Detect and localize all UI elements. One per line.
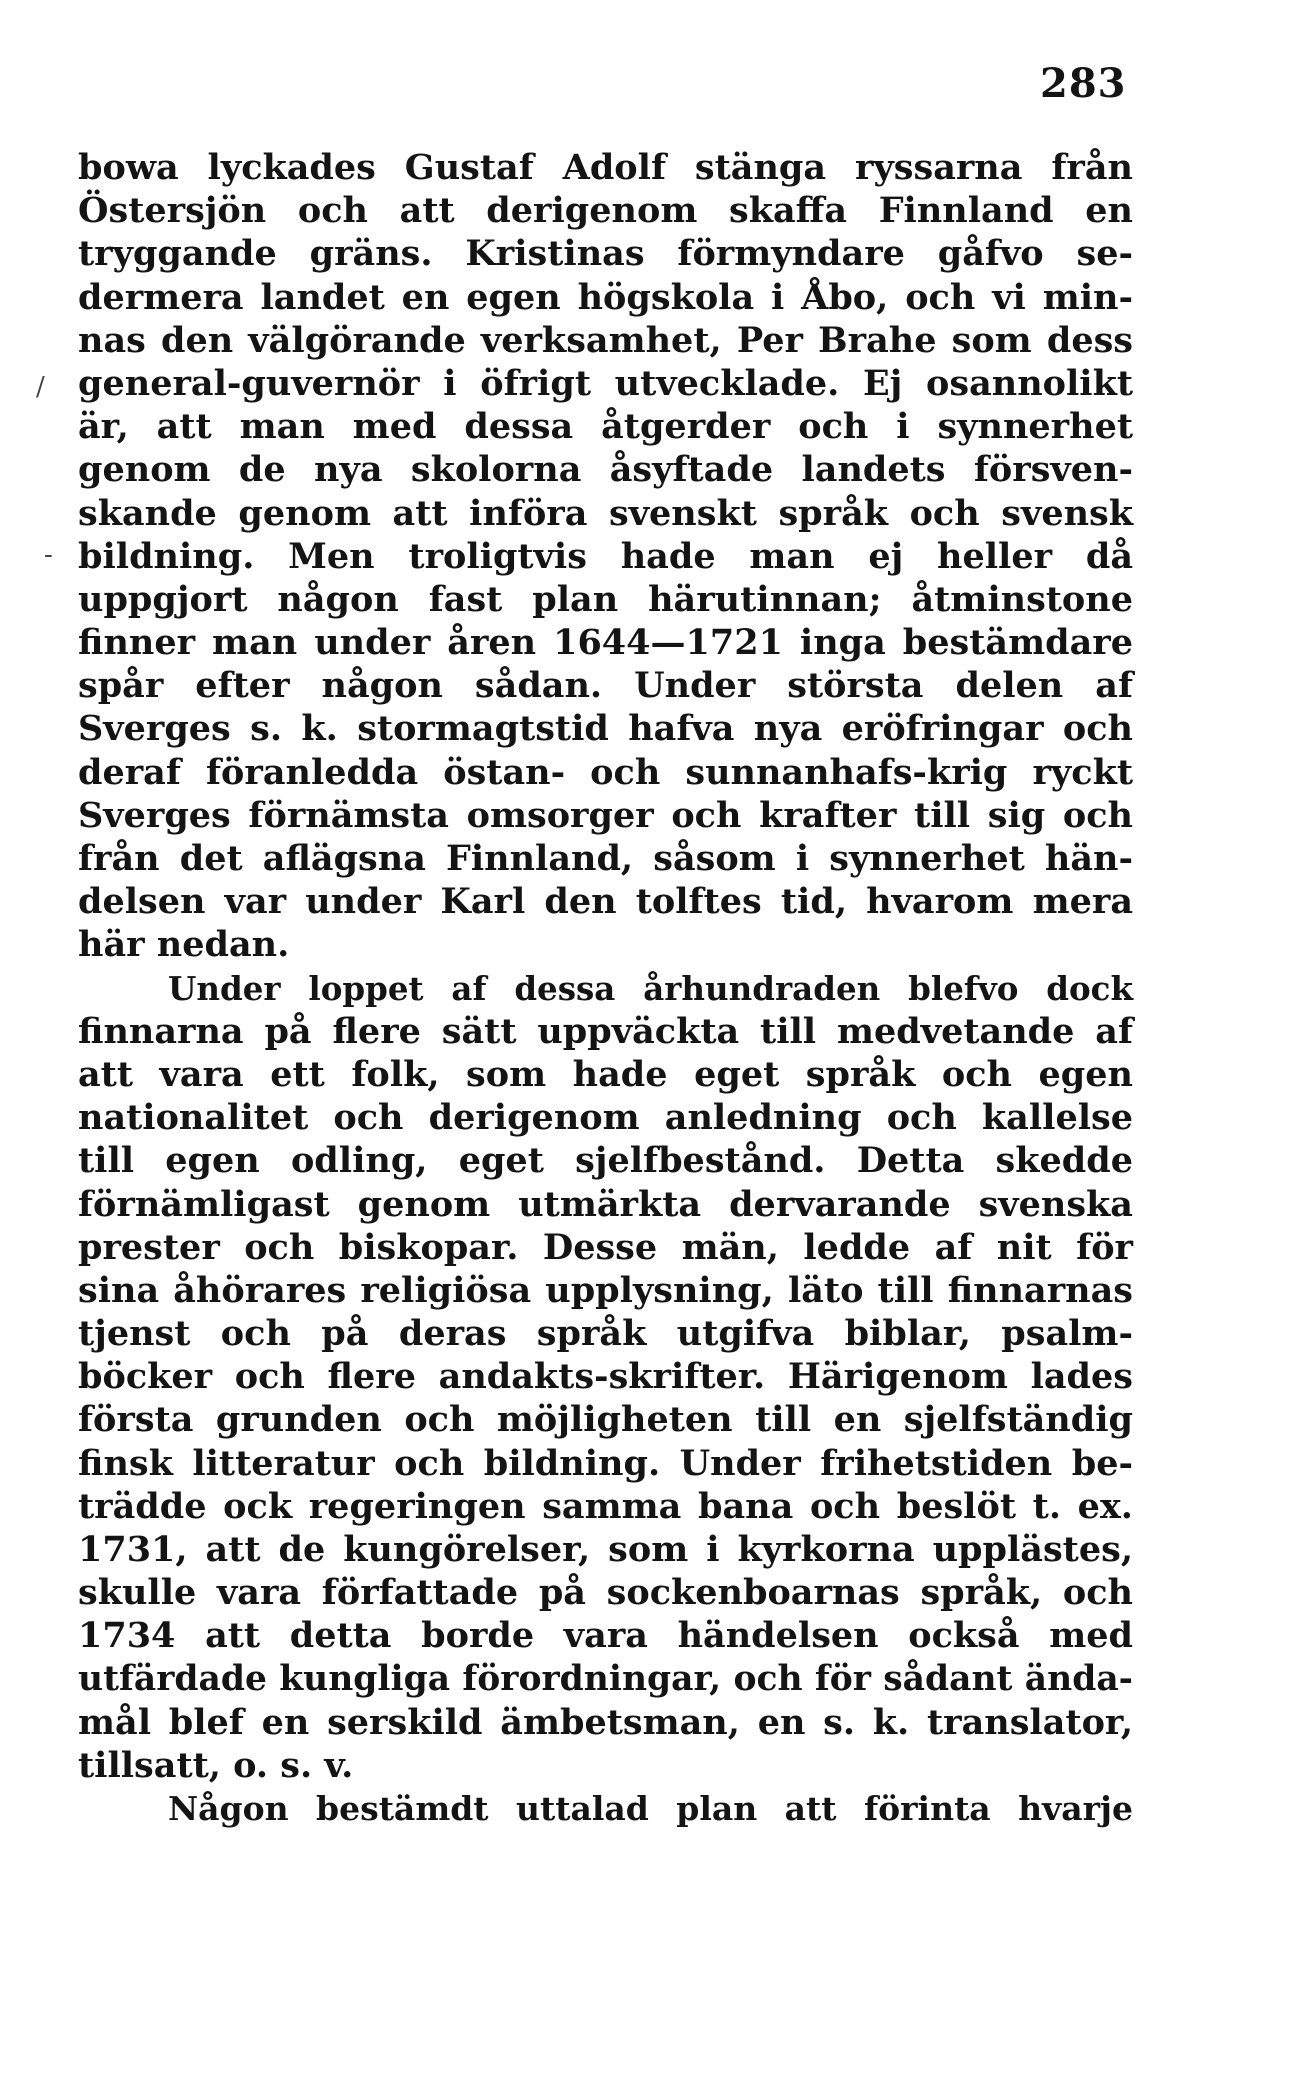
text-line: dermera landet en egen högskola i Åbo, och vi min-	[78, 276, 1133, 318]
text-line: utfärdade kungliga förordningar, och för sådant ända-	[78, 1658, 1133, 1699]
text-line: 1731, att de kungörelser, som i kyrkorna upplästes,	[78, 1529, 1133, 1570]
text-line: mål blef en serskild ämbetsman, en s. k. translator,	[78, 1701, 1133, 1743]
text-line: här nedan.	[78, 924, 290, 966]
text-line: trädde ock regeringen samma bana och beslöt t. ex.	[78, 1485, 1133, 1527]
margin-mark: -	[44, 540, 53, 570]
text-line: tjenst och på deras språk utgifva biblar, psalm-	[78, 1313, 1133, 1355]
text-line: delsen var under Karl den tolftes tid, hvarom mera	[78, 881, 1133, 923]
text-line: skulle vara författade på sockenboarnas språk, och	[78, 1572, 1133, 1614]
text-line: Sverges förnämsta omsorger och krafter till sig och	[78, 794, 1133, 836]
text-line: deraf föranledda östan- och sunnanhafs-krig ryckt	[78, 751, 1133, 793]
text-line: nationalitet och derigenom anledning och kallelse	[78, 1097, 1133, 1139]
text-line: prester och biskopar. Desse män, ledde af nit för	[78, 1226, 1133, 1268]
text-line: att vara ett folk, som hade eget språk och egen	[78, 1053, 1133, 1095]
text-line: böcker och flere andakts-skrifter. Härigenom lades	[78, 1356, 1133, 1398]
margin-mark: /	[36, 372, 45, 402]
text-line: Under loppet af dessa århundraden blefvo dock	[168, 968, 1133, 1008]
page-number: 283	[1040, 60, 1127, 107]
text-line: spår efter någon sådan. Under största delen af	[78, 665, 1133, 707]
text-line: till egen odling, eget sjelfbestånd. Detta skedde	[78, 1140, 1133, 1182]
text-line: general-guvernör i öfrigt utvecklade. Ej osannolikt	[78, 362, 1133, 404]
text-line: nas den välgörande verksamhet, Per Brahe som dess	[78, 319, 1133, 361]
text-line: bowa lyckades Gustaf Adolf stänga ryssarna från	[78, 147, 1133, 188]
body-text	[78, 146, 1133, 1830]
text-line: Östersjön och att derigenom skaffa Finnland en	[78, 190, 1133, 232]
text-line: finsk litteratur och bildning. Under frihetstiden be-	[78, 1442, 1133, 1484]
text-line: finner man under åren 1644—1721 inga bestämdare	[78, 622, 1133, 664]
text-line: sina åhörares religiösa upplysning, läto till finnarnas	[78, 1269, 1133, 1311]
text-line: tillsatt, o. s. v.	[78, 1744, 354, 1786]
text-line: från det aflägsna Finnland, såsom i synnerhet hän-	[78, 838, 1133, 879]
text-line: finnarna på flere sätt uppväckta till medvetande af	[78, 1010, 1133, 1052]
text-line: tryggande gräns. Kristinas förmyndare gåfvo se-	[78, 233, 1133, 275]
text-line: skande genom att införa svenskt språk och svensk	[78, 492, 1133, 534]
text-line: Någon bestämdt uttalad plan att förinta hvarje	[168, 1789, 1133, 1829]
text-line: är, att man med dessa åtgerder och i synnerhet	[78, 406, 1133, 448]
text-line: förnämligast genom utmärkta dervarande svenska	[78, 1183, 1133, 1225]
text-line: genom de nya skolorna åsyftade landets försven-	[78, 449, 1133, 491]
text-line: första grunden och möjligheten till en sjelfständig	[78, 1399, 1133, 1441]
text-line: bildning. Men troligtvis hade man ej heller då	[78, 535, 1133, 577]
text-line: 1734 att detta borde vara händelsen också med	[78, 1615, 1133, 1657]
text-line: Sverges s. k. stormagtstid hafva nya eröfringar och	[78, 708, 1133, 750]
text-line: uppgjort någon fast plan härutinnan; åtminstone	[78, 578, 1133, 620]
